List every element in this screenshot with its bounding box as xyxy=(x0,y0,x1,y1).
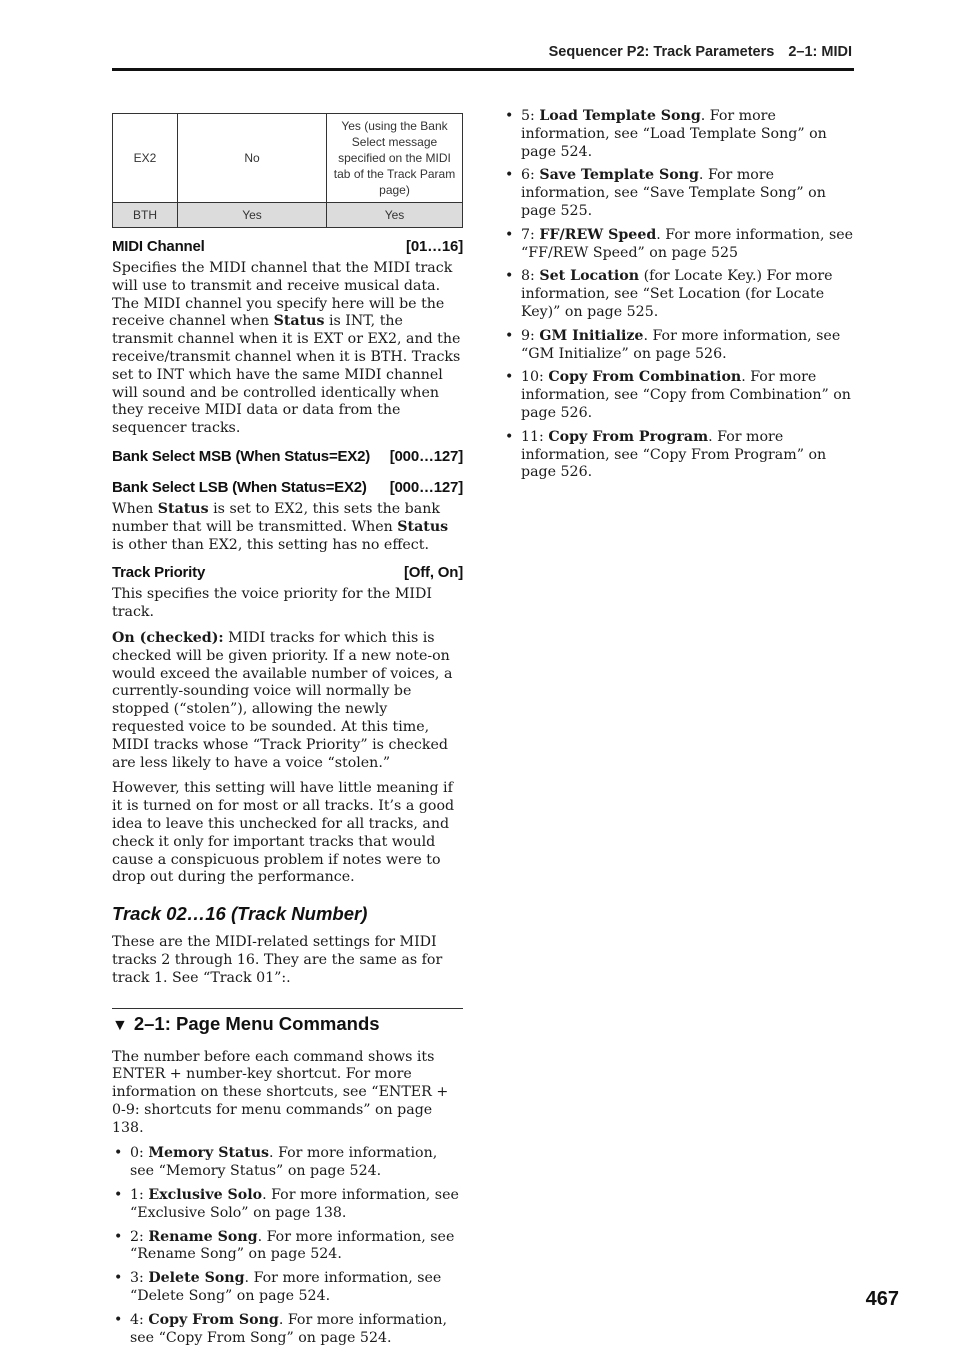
text-run: Specifies the MIDI channel that the MIDI track will use to transmit and receive musical data. The MIDI channel you specify here will be the receive channel when xyxy=(112,260,453,330)
command-name: Save Template Song xyxy=(539,167,699,184)
page-menu-heading xyxy=(112,1008,463,1035)
midi-channel-description xyxy=(112,260,463,438)
list-item xyxy=(503,227,854,263)
bank-select-description xyxy=(112,501,463,554)
command-description: . For more information, see “Memory Status” on page 524. xyxy=(130,1145,438,1180)
command-name: Rename Song xyxy=(148,1228,258,1245)
command-number: 6: xyxy=(521,167,540,184)
table-cell: Yes xyxy=(178,203,327,228)
left-column xyxy=(112,113,463,1353)
text-run-bold: Status xyxy=(397,518,449,535)
command-description: (for Locate Key.) For more information, see “Set Location (for Locate Key)” on page 525. xyxy=(521,268,833,320)
table-cell: Yes (using the Bank Select message specified on the MIDI tab of the Track Param page) xyxy=(327,114,463,203)
command-number: 0: xyxy=(130,1145,149,1162)
param-label: Track Priority xyxy=(112,564,206,582)
param-range: [000…127] xyxy=(389,478,463,496)
command-name: Copy From Program xyxy=(548,428,709,445)
track-priority-note: However, this setting will have little meaning if it is turned on for most or all tracks. It’s a good idea to leave this unchecked for all tracks, and check it only for important tracks that would cause a conspicuous problem if notes were to drop out during the performance. xyxy=(112,780,455,886)
param-label: Bank Select LSB (When Status=EX2) xyxy=(112,478,367,496)
param-range: [Off, On] xyxy=(403,564,463,582)
right-column xyxy=(503,108,854,488)
command-number: 8: xyxy=(521,268,540,285)
list-item xyxy=(503,328,854,364)
page-number: 467 xyxy=(865,1288,899,1310)
page-menu-intro: The number before each command shows its ENTER + number-key shortcut. For more information on these shortcuts, see “ENTER + 0-9: shortcuts for menu commands” on page 138. xyxy=(112,1048,449,1136)
track-priority-on xyxy=(112,630,463,772)
command-list-right xyxy=(503,108,854,482)
track-number-heading: Track 02…16 (Track Number) xyxy=(112,903,368,925)
command-description: . For more information, see “GM Initialize” on page 526. xyxy=(521,327,841,362)
header-title xyxy=(549,44,852,60)
param-label: MIDI Channel xyxy=(112,238,205,255)
command-name: FF/REW Speed xyxy=(539,226,657,243)
command-number: 9: xyxy=(521,327,540,344)
table-row xyxy=(113,114,463,203)
command-name: Load Template Song xyxy=(539,108,701,124)
list-item xyxy=(503,167,854,220)
list-item xyxy=(112,1187,463,1223)
section-title: 2–1: Page Menu Commands xyxy=(133,1012,380,1034)
command-name: GM Initialize xyxy=(539,327,644,344)
list-item xyxy=(503,108,854,161)
text-run-bold: On (checked): xyxy=(112,629,224,646)
triangle-down-icon: ▼ xyxy=(112,1016,128,1034)
command-description: . For more information, see “Save Template Song” on page 525. xyxy=(521,167,826,219)
track-priority-description: This specifies the voice priority for the MIDI track. xyxy=(112,586,432,621)
param-range: [01…16] xyxy=(406,238,463,255)
text-run: is INT, the transmit channel when it is EXT or EX2, and the receive/transmit channel when it is BTH. Tracks set to INT which have the same MIDI channel will sound and be controlled identically when they receive MIDI data or data from the sequencer tracks. xyxy=(112,313,461,437)
command-number: 10: xyxy=(521,369,549,386)
list-item xyxy=(503,268,854,321)
list-item xyxy=(112,1270,463,1306)
status-table xyxy=(112,113,463,228)
text-run: is set to EX2, this sets the bank number that will be transmitted. When xyxy=(112,500,440,535)
command-description: . For more information, see “Load Template Song” on page 524. xyxy=(521,108,827,160)
param-range: [000…127] xyxy=(389,447,463,465)
list-item xyxy=(503,369,854,422)
command-number: 2: xyxy=(130,1228,149,1245)
list-item xyxy=(112,1229,463,1265)
command-description: . For more information, see “Delete Song” on page 524. xyxy=(130,1270,442,1305)
command-name: Copy From Song xyxy=(148,1311,279,1328)
param-label: Bank Select MSB (When Status=EX2) xyxy=(112,447,371,465)
table-cell: No xyxy=(178,114,327,203)
param-heading-bank-msb xyxy=(112,448,463,465)
param-heading-midi-channel xyxy=(112,238,463,255)
command-description: . For more information, see “Copy From Program” on page 526. xyxy=(521,428,827,481)
command-list-left xyxy=(112,1145,463,1347)
page-header xyxy=(112,44,854,71)
track-number-description: These are the MIDI-related settings for MIDI tracks 2 through 16. They are the same as for track 1. See “Track 01”:. xyxy=(112,934,443,986)
param-heading-bank-lsb xyxy=(112,479,463,496)
command-name: Delete Song xyxy=(148,1270,245,1287)
table-cell: BTH xyxy=(113,203,178,228)
header-section: Sequencer P2: Track Parameters xyxy=(548,44,775,60)
text-run: is other than EX2, this setting has no effect. xyxy=(112,536,429,553)
list-item xyxy=(503,429,854,482)
command-description: . For more information, see “Copy From Song” on page 524. xyxy=(130,1311,448,1346)
command-description: . For more information, see “FF/REW Speed” on page 525 xyxy=(521,226,854,261)
command-name: Copy From Combination xyxy=(548,369,742,386)
command-number: 1: xyxy=(130,1187,149,1204)
table-cell: EX2 xyxy=(113,114,178,203)
command-description: . For more information, see “Exclusive Solo” on page 138. xyxy=(130,1187,459,1221)
param-heading-track-priority xyxy=(112,564,463,581)
header-page: 2–1: MIDI xyxy=(788,44,852,60)
text-run: MIDI tracks for which this is checked will be given priority. If a new note-on would exceed the available number of voices, a currently-sounding voice will normally be stopped (“stolen”), allowing the newly requested voice to be sounded. At this time, MIDI tracks whose “Track Priority” is checked are less likely to have a voice “stolen.” xyxy=(112,629,453,771)
command-number: 5: xyxy=(521,108,540,124)
list-item xyxy=(112,1312,463,1348)
command-number: 4: xyxy=(130,1311,149,1328)
command-name: Memory Status xyxy=(148,1145,270,1162)
text-run-bold: Status xyxy=(273,313,325,330)
list-item xyxy=(112,1145,463,1181)
text-run: When xyxy=(112,500,158,517)
command-number: 7: xyxy=(521,226,540,243)
command-number: 3: xyxy=(130,1270,149,1287)
text-run-bold: Status xyxy=(157,500,209,517)
command-number: 11: xyxy=(521,428,549,445)
command-name: Set Location xyxy=(539,268,640,285)
command-description: . For more information, see “Copy from Combination” on page 526. xyxy=(521,369,851,421)
command-description: . For more information, see “Rename Song” on page 524. xyxy=(130,1228,455,1263)
command-name: Exclusive Solo xyxy=(148,1187,263,1204)
table-row xyxy=(113,203,463,228)
table-cell: Yes xyxy=(327,203,463,228)
